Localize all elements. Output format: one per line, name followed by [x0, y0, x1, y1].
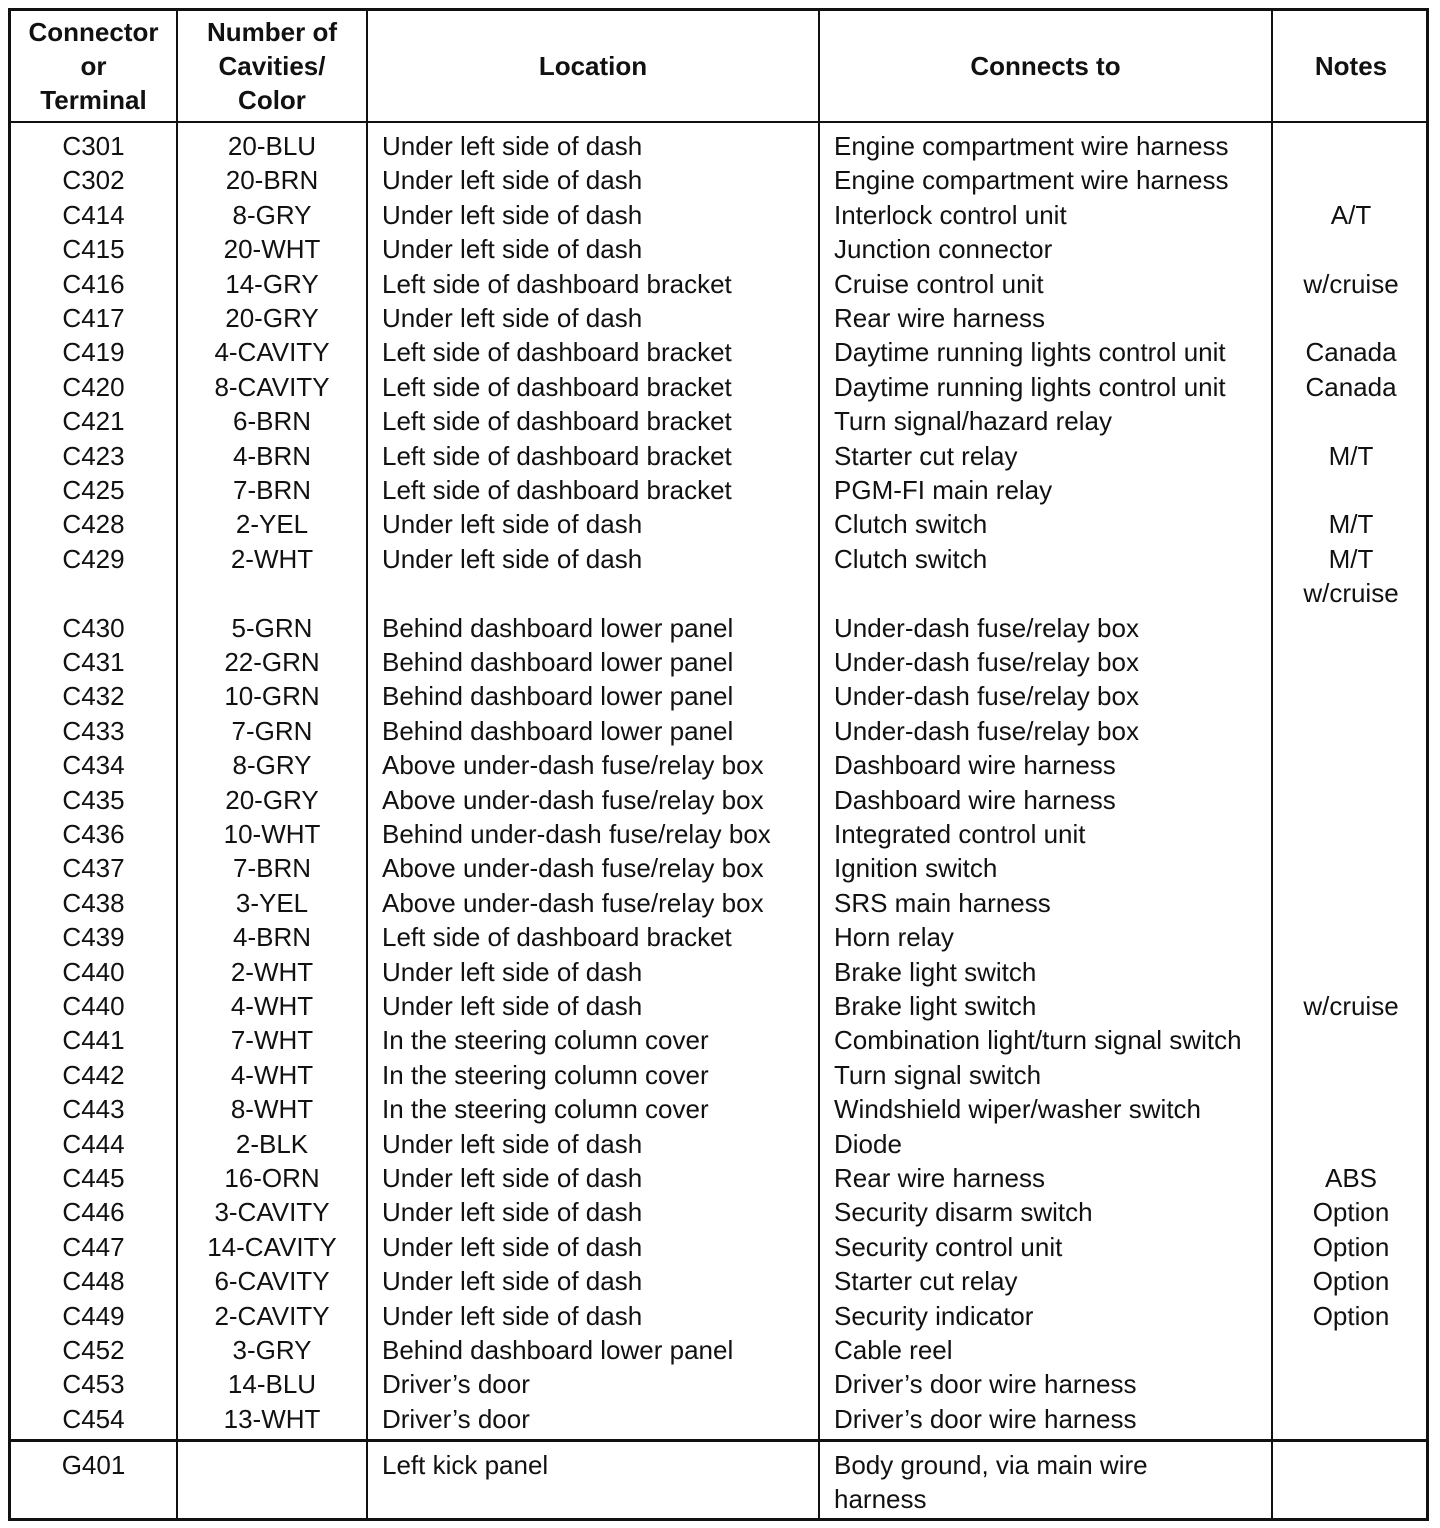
- cell-connects-to: Driver’s door wire harness: [834, 1403, 1137, 1434]
- cell-connects-to: Brake light switch: [834, 991, 1037, 1021]
- cell-connects-to: Turn signal/hazard relay: [834, 406, 1112, 437]
- table-row: [11, 1299, 1426, 1334]
- cell-connector: C438: [62, 887, 125, 918]
- cell-location: Under left side of dash: [382, 1197, 643, 1228]
- cell-location: Under left side of dash: [382, 1231, 643, 1262]
- cell-cavities: 20-GRY: [225, 784, 319, 815]
- cell-connector: C435: [62, 784, 125, 815]
- cell-location: Left kick panel: [382, 1450, 549, 1480]
- cell-location: Under left side of dash: [382, 303, 643, 333]
- cell-location: Under left side of dash: [382, 991, 643, 1021]
- cell-notes: Canada: [1305, 337, 1397, 368]
- cell-connector: C423: [62, 440, 125, 471]
- cell-notes: Option: [1312, 1231, 1390, 1262]
- table-row: [11, 955, 1426, 990]
- table-row: [11, 370, 1426, 405]
- cell-connects-to: Dashboard wire harness: [834, 784, 1116, 815]
- cell-cavities: 7-BRN: [232, 853, 311, 884]
- table-row: [11, 679, 1426, 714]
- table-row: [11, 439, 1426, 474]
- table-row: [11, 886, 1426, 921]
- cell-notes: M/T: [1328, 440, 1374, 471]
- cell-cavities: 14-GRY: [225, 268, 319, 299]
- cell-cavities: 8-CAVITY: [214, 371, 330, 402]
- cell-connects-to: Engine compartment wire harness: [834, 165, 1229, 196]
- cell-cavities: 14-BLU: [227, 1369, 317, 1400]
- cell-connects-to: Daytime running lights control unit: [834, 371, 1226, 402]
- cell-cavities: 13-WHT: [223, 1403, 321, 1434]
- cell-location: Under left side of dash: [382, 131, 643, 161]
- cell-location: Driver’s door: [382, 1403, 530, 1434]
- table-row: [11, 473, 1426, 508]
- cell-cavities: 20-WHT: [223, 234, 321, 265]
- cell-location: Under left side of dash: [382, 165, 643, 196]
- table-row: [11, 714, 1426, 749]
- cell-cavities: 6-CAVITY: [214, 1266, 330, 1297]
- cell-location: In the steering column cover: [382, 1094, 709, 1125]
- table-row: [11, 1230, 1426, 1265]
- table-row: [11, 129, 1426, 164]
- cell-connects-to: Under-dash fuse/relay box: [834, 681, 1139, 712]
- table-row: [11, 335, 1426, 370]
- table-row: [11, 1195, 1426, 1230]
- cell-connects-to: Dashboard wire harness: [834, 750, 1116, 781]
- ground-row: [11, 1448, 1426, 1518]
- cell-location: Under left side of dash: [382, 956, 643, 987]
- table-row: [11, 1058, 1426, 1093]
- table-row: [11, 507, 1426, 542]
- ground-section-divider: [11, 1439, 1426, 1442]
- cell-connector: C443: [62, 1094, 125, 1125]
- cell-cavities: 5-GRN: [231, 612, 313, 643]
- cell-location: Left side of dashboard bracket: [382, 268, 732, 299]
- cell-connector: C439: [62, 922, 125, 953]
- cell-cavities: 4-WHT: [230, 991, 314, 1021]
- table-row: [11, 920, 1426, 955]
- cell-connects-to: Clutch switch: [834, 543, 988, 574]
- cell-connector: C301: [62, 131, 125, 161]
- cell-location: In the steering column cover: [382, 1059, 709, 1090]
- cell-location: Behind dashboard lower panel: [382, 647, 734, 677]
- cell-cavities: 20-BLU: [227, 131, 317, 161]
- table-row: [11, 611, 1426, 646]
- cell-location: Left side of dashboard bracket: [382, 371, 732, 402]
- cell-connects-to: Starter cut relay: [834, 440, 1018, 471]
- table-row: [11, 404, 1426, 439]
- table-row: [11, 267, 1426, 302]
- cell-connects-to: Turn signal switch: [834, 1059, 1042, 1090]
- cell-connects-to: Diode: [834, 1128, 902, 1159]
- cell-connector: C448: [62, 1266, 125, 1297]
- cell-cavities: 7-GRN: [231, 715, 313, 746]
- cell-connects-to: Horn relay: [834, 922, 954, 953]
- table-row: [11, 301, 1426, 336]
- table-row: [11, 198, 1426, 233]
- cell-connects-to: SRS main harness: [834, 887, 1051, 918]
- cell-location: Above under-dash fuse/relay box: [382, 887, 764, 918]
- table-row: [11, 645, 1426, 680]
- cell-cavities: 4-CAVITY: [214, 337, 330, 368]
- cell-notes: A/T: [1330, 199, 1372, 230]
- cell-connects-to: Interlock control unit: [834, 199, 1067, 230]
- cell-connector: C415: [62, 234, 125, 265]
- cell-connects-to: Engine compartment wire harness: [834, 131, 1229, 161]
- cell-cavities: 2-WHT: [230, 956, 314, 987]
- header-connector: Connector or Terminal: [28, 17, 159, 115]
- cell-notes: M/T w/cruise: [1303, 543, 1399, 608]
- table-row: [11, 1367, 1426, 1402]
- cell-connector: C417: [62, 303, 125, 333]
- cell-location: Under left side of dash: [382, 234, 643, 265]
- cell-location: Above under-dash fuse/relay box: [382, 750, 764, 781]
- cell-connects-to: Under-dash fuse/relay box: [834, 612, 1139, 643]
- cell-connector: C444: [62, 1128, 125, 1159]
- cell-connects-to: Security control unit: [834, 1231, 1063, 1262]
- cell-cavities: 8-GRY: [232, 750, 312, 781]
- cell-connector: C416: [62, 268, 125, 299]
- cell-location: Behind dashboard lower panel: [382, 1335, 734, 1365]
- cell-connects-to: Driver’s door wire harness: [834, 1369, 1137, 1400]
- cell-location: Under left side of dash: [382, 1163, 643, 1193]
- cell-notes: Canada: [1305, 371, 1397, 402]
- cell-cavities: 10-WHT: [223, 819, 321, 849]
- cell-location: Behind under-dash fuse/relay box: [382, 819, 771, 849]
- cell-cavities: 4-BRN: [232, 440, 311, 471]
- cell-connects-to: Body ground, via main wire harness: [834, 1450, 1148, 1514]
- cell-connects-to: Starter cut relay: [834, 1266, 1018, 1297]
- cell-cavities: 2-WHT: [230, 543, 314, 574]
- cell-location: Left side of dashboard bracket: [382, 337, 732, 368]
- cell-cavities: 3-YEL: [235, 887, 309, 918]
- cell-location: Under left side of dash: [382, 1266, 643, 1297]
- cell-connects-to: Under-dash fuse/relay box: [834, 647, 1139, 677]
- table-row: [11, 851, 1426, 886]
- table-row: [11, 1161, 1426, 1196]
- cell-cavities: 20-GRY: [225, 303, 319, 333]
- cell-location: Left side of dashboard bracket: [382, 922, 732, 953]
- cell-connector: C449: [62, 1300, 125, 1331]
- table-row: [11, 1264, 1426, 1299]
- cell-connector: C432: [62, 681, 125, 712]
- table-row: [11, 232, 1426, 267]
- cell-connector: C446: [62, 1197, 125, 1228]
- table-row: [11, 163, 1426, 198]
- cell-location: Behind dashboard lower panel: [382, 612, 734, 643]
- cell-cavities: 3-CAVITY: [214, 1197, 330, 1228]
- cell-location: Under left side of dash: [382, 199, 643, 230]
- cell-connector: C431: [62, 647, 125, 677]
- cell-cavities: 10-GRN: [224, 681, 320, 712]
- cell-connector: C434: [62, 750, 125, 781]
- cell-location: Left side of dashboard bracket: [382, 475, 732, 505]
- cell-connector: C436: [62, 819, 125, 849]
- cell-connects-to: PGM-FI main relay: [834, 475, 1053, 505]
- cell-connector: C453: [62, 1369, 125, 1400]
- cell-connector: C425: [62, 475, 125, 505]
- cell-notes: Option: [1312, 1300, 1390, 1331]
- cell-connects-to: Clutch switch: [834, 509, 988, 540]
- table-row: [11, 748, 1426, 783]
- cell-location: Behind dashboard lower panel: [382, 681, 734, 712]
- cell-notes: ABS: [1324, 1163, 1378, 1193]
- cell-connects-to: Ignition switch: [834, 853, 998, 884]
- cell-notes: Option: [1312, 1266, 1390, 1297]
- cell-cavities: 20-BRN: [225, 165, 319, 196]
- table-row: [11, 1127, 1426, 1162]
- table-row: [11, 1333, 1426, 1368]
- cell-location: Under left side of dash: [382, 1300, 643, 1331]
- header-cavities: Number of Cavities/ Color: [207, 17, 337, 115]
- header-notes: Notes: [1314, 51, 1388, 81]
- cell-location: Left side of dashboard bracket: [382, 440, 732, 471]
- cell-connector: C442: [62, 1059, 125, 1090]
- table-row: [11, 989, 1426, 1024]
- cell-connector: C440: [62, 956, 125, 987]
- cell-connector: C421: [62, 406, 125, 437]
- cell-connects-to: Security disarm switch: [834, 1197, 1093, 1228]
- cell-connector: C445: [62, 1163, 125, 1193]
- cell-connector: C420: [62, 371, 125, 402]
- cell-location: Under left side of dash: [382, 543, 643, 574]
- cell-location: Under left side of dash: [382, 509, 643, 540]
- cell-cavities: 8-WHT: [230, 1094, 314, 1125]
- cell-connects-to: Security indicator: [834, 1300, 1034, 1331]
- cell-connector: C454: [62, 1403, 125, 1434]
- cell-connector: C440: [62, 991, 125, 1021]
- table-row: [11, 1402, 1426, 1437]
- cell-connector: C441: [62, 1025, 125, 1056]
- cell-connector: C302: [62, 165, 125, 196]
- cell-notes: M/T: [1328, 509, 1374, 540]
- cell-connects-to: Under-dash fuse/relay box: [834, 715, 1139, 746]
- cell-connects-to: Brake light switch: [834, 956, 1037, 987]
- cell-connects-to: Daytime running lights control unit: [834, 337, 1226, 368]
- cell-connector: C414: [62, 199, 125, 230]
- cell-cavities: 7-WHT: [230, 1025, 314, 1056]
- header-divider: [11, 121, 1426, 123]
- cell-connector: C433: [62, 715, 125, 746]
- cell-cavities: 4-WHT: [230, 1059, 314, 1090]
- cell-location: Under left side of dash: [382, 1128, 643, 1159]
- cell-cavities: 2-BLK: [235, 1128, 309, 1159]
- cell-cavities: 14-CAVITY: [207, 1231, 337, 1262]
- cell-cavities: 16-ORN: [224, 1163, 320, 1193]
- cell-cavities: 4-BRN: [232, 922, 311, 953]
- table-row: [11, 1023, 1426, 1058]
- cell-location: Driver’s door: [382, 1369, 530, 1400]
- cell-connects-to: Windshield wiper/washer switch: [834, 1094, 1202, 1125]
- cell-connector: C429: [62, 543, 125, 574]
- cell-connects-to: Junction connector: [834, 234, 1053, 265]
- header-connects-to: Connects to: [970, 51, 1121, 81]
- cell-connector: C452: [62, 1335, 125, 1365]
- cell-connector: C447: [62, 1231, 125, 1262]
- table-row: [11, 817, 1426, 852]
- cell-notes: w/cruise: [1303, 991, 1399, 1021]
- cell-connects-to: Cable reel: [834, 1335, 953, 1365]
- cell-location: Above under-dash fuse/relay box: [382, 853, 764, 884]
- cell-cavities: 8-GRY: [232, 199, 312, 230]
- cell-connects-to: Integrated control unit: [834, 819, 1086, 849]
- cell-location: In the steering column cover: [382, 1025, 709, 1056]
- cell-cavities: 2-CAVITY: [214, 1300, 330, 1331]
- connector-table: [8, 8, 1429, 1521]
- cell-cavities: 22-GRN: [224, 647, 320, 677]
- cell-cavities: 6-BRN: [232, 406, 311, 437]
- cell-notes: Option: [1312, 1197, 1390, 1228]
- cell-location: Behind dashboard lower panel: [382, 715, 734, 746]
- cell-connector: G401: [61, 1450, 126, 1480]
- cell-cavities: 2-YEL: [235, 509, 309, 540]
- table-row: [11, 542, 1426, 608]
- cell-connects-to: Rear wire harness: [834, 303, 1045, 333]
- cell-connector: C428: [62, 509, 125, 540]
- header-location: Location: [538, 51, 648, 81]
- cell-connector: C437: [62, 853, 125, 884]
- cell-notes: w/cruise: [1303, 268, 1399, 299]
- cell-connects-to: Rear wire harness: [834, 1163, 1045, 1193]
- cell-connector: C430: [62, 612, 125, 643]
- cell-cavities: 3-GRY: [232, 1335, 312, 1365]
- cell-connects-to: Cruise control unit: [834, 268, 1044, 299]
- cell-location: Above under-dash fuse/relay box: [382, 784, 764, 815]
- table-row: [11, 1092, 1426, 1127]
- cell-connector: C419: [62, 337, 125, 368]
- cell-connects-to: Combination light/turn signal switch: [834, 1025, 1242, 1056]
- cell-cavities: 7-BRN: [232, 475, 311, 505]
- cell-location: Left side of dashboard bracket: [382, 406, 732, 437]
- table-row: [11, 783, 1426, 818]
